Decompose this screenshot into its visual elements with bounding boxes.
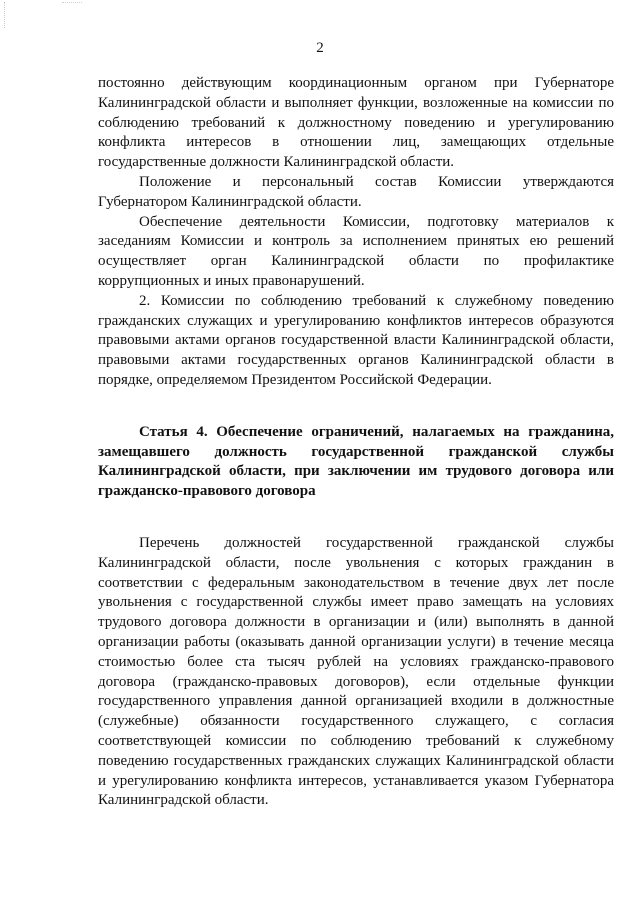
paragraph-continuation: постоянно действующим координационным органом при Губернаторе Калининградской области и выполняет функции, возложенные на комиссии по соблюдению требований к должностному поведению и урегулированию конфликта интересов в отношении лиц, замещающих отдельные государственные должности Калининградской области.: [98, 75, 614, 171]
scan-artifact-dots: [62, 2, 82, 4]
article-4-body: Перечень должностей государственной гражданской службы Калининградской области, после увольнения с которых гражданин в соответствии с федеральным законодательством в течение двух лет после увольнения с государственной службы имеет право замещать на условиях трудового договора должности в организации и (или) выполнять в данной организации работы (оказывать данной организации услуги) в течение месяца стоимостью более ста тысяч рублей на условиях гражданско-правового договора (гражданско-правовых договоров), если отдельные функции государственного управления данной организацией входили в должностные (служебные) обязанности государственного служащего, с согласия соответствующей комиссии по соблюдению требований к служебному поведению государственных гражданских служащих Калининградской области и урегулированию конфликта интересов, устанавливается указом Губернатора Калининградской области.: [98, 534, 614, 809]
page-number: 2: [316, 40, 324, 56]
paragraph-commission-support: Обеспечение деятельности Комиссии, подготовку материалов к заседаниям Комиссии и контроль за исполнением принятых ею решений осуществляет орган Калининградской области по профилактике коррупционных и иных правонарушений.: [98, 213, 614, 289]
paragraph-commission-composition: Положение и персональный состав Комиссии утверждаются Губернатором Калининградской области.: [98, 173, 614, 210]
paragraph-commissions-formation: 2. Комиссии по соблюдению требований к служебному поведению гражданских служащих и урегулированию конфликтов интересов образуются правовыми актами органов государственной власти Калининградской области, правовыми актами государственных органов Калининградской области в порядке, определяемом Президентом Российской Федерации.: [98, 292, 614, 388]
scan-artifact-mark: [4, 2, 8, 28]
document-body: [98, 74, 614, 811]
article-4-heading: Статья 4. Обеспечение ограничений, налагаемых на гражданина, замещавшего должность государственной гражданской службы Калининградской области, при заключении им трудового договора или гражданско-правового договора: [98, 423, 614, 500]
